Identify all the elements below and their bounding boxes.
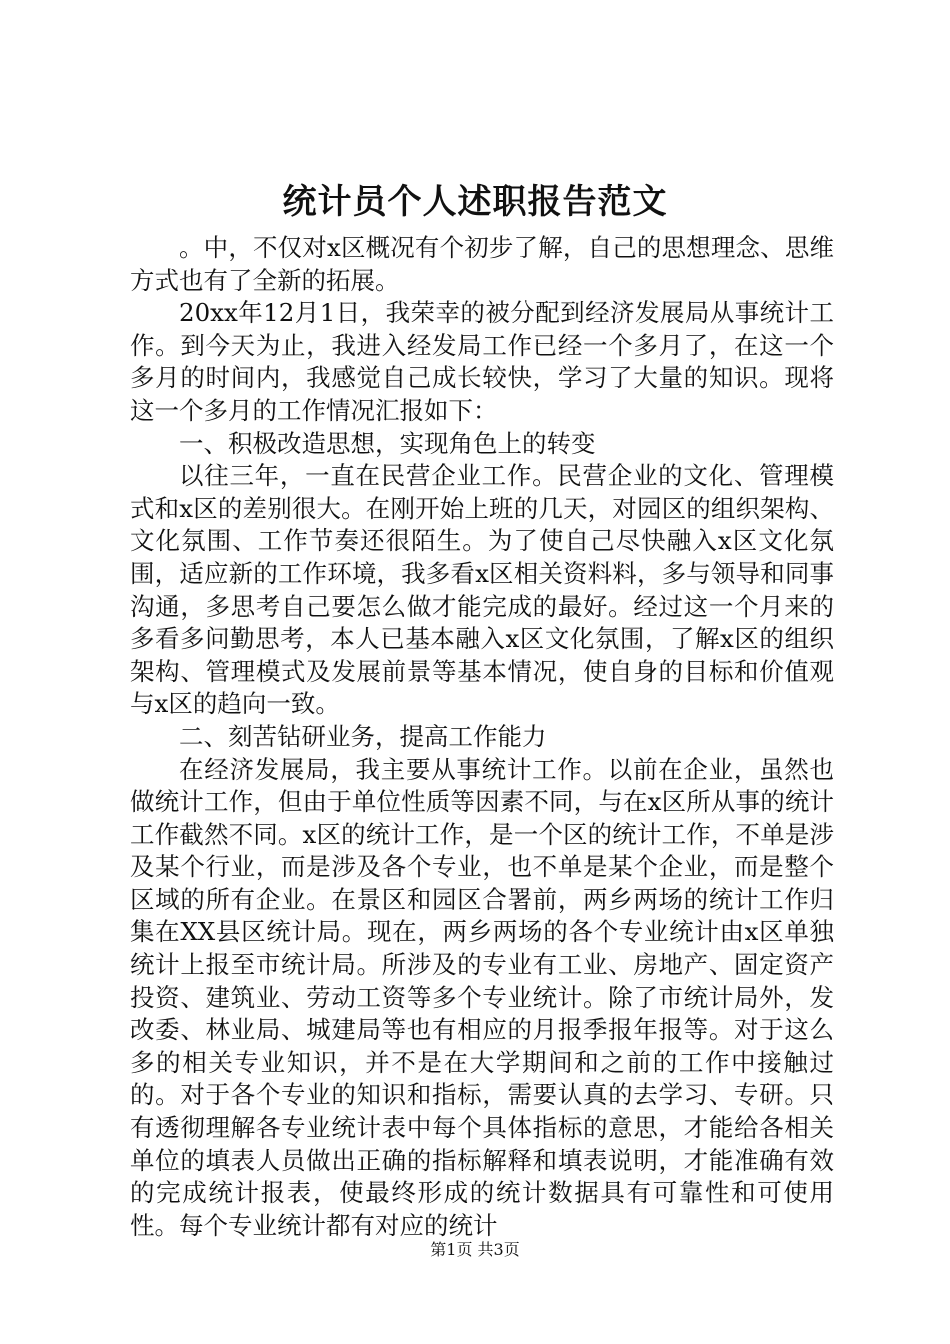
section-heading-2: 二、刻苦钻研业务，提高工作能力 — [179, 721, 547, 751]
section-heading-1: 一、积极改造思想，实现角色上的转变 — [179, 428, 596, 458]
paragraph-section-1: 以往三年，一直在民营企业工作。民营企业的文化、管理模式和x区的差别很大。在刚开始上班的几天，对园区的组织架构、文化氛围、工作节奏还很陌生。为了使自己尽快融入x区文化氛围，适应新的工作环境，我多看x区相关资料料，多与领导和同事沟通，多思考自己要怎么做才能完成的最好。经过这一个月来的多看多问勤思考，本人已基本融入x区文化氛围，了解x区的组织架构、管理模式及发展前景等基本情况，使自身的目标和价值观与x区的趋向一致。 — [130, 461, 834, 719]
page-footer: 第1页 共3页 — [430, 1240, 520, 1259]
paragraph-section-2: 在经济发展局，我主要从事统计工作。以前在企业，虽然也做统计工作，但由于单位性质等因素不同，与在x区所从事的统计工作截然不同。x区的统计工作，是一个区的统计工作，不单是涉及某个行业，而是涉及各个专业，也不单是某个企业，而是整个区域的所有企业。在景区和园区合署前，两乡两场的统计工作归集在XX县区统计局。现在，两乡两场的各个专业统计由x区单独统计上报至市统计局。所涉及的专业有工业、房地产、固定资产投资、建筑业、劳动工资等多个专业统计。除了市统计局外，发改委、林业局、城建局等也有相应的月报季报年报等。对于这么多的相关专业知识，并不是在大学期间和之前的工作中接触过的。对于各个专业的知识和指标，需要认真的去学习、专研。只有透彻理解各专业统计表中每个具体指标的意思，才能给各相关单位的填表人员做出正确的指标解释和填表说明，才能准确有效的完成统计报表，使最终形成的统计数据具有可靠性和可使用性。每个专业统计都有对应的统计 — [130, 754, 834, 1240]
document-body — [130, 232, 834, 1242]
document-title: 统计员个人述职报告范文 — [282, 182, 668, 222]
paragraph-intro: 。中，不仅对x区概况有个初步了解，自己的思想理念、思维方式也有了全新的拓展。 — [130, 233, 834, 295]
paragraph-assignment: 20xx年12月1日，我荣幸的被分配到经济发展局从事统计工作。到今天为止，我进入经发局工作已经一个多月了，在这一个多月的时间内，我感觉自己成长较快，学习了大量的知识。现将这一个多月的工作情况汇报如下： — [130, 298, 834, 425]
